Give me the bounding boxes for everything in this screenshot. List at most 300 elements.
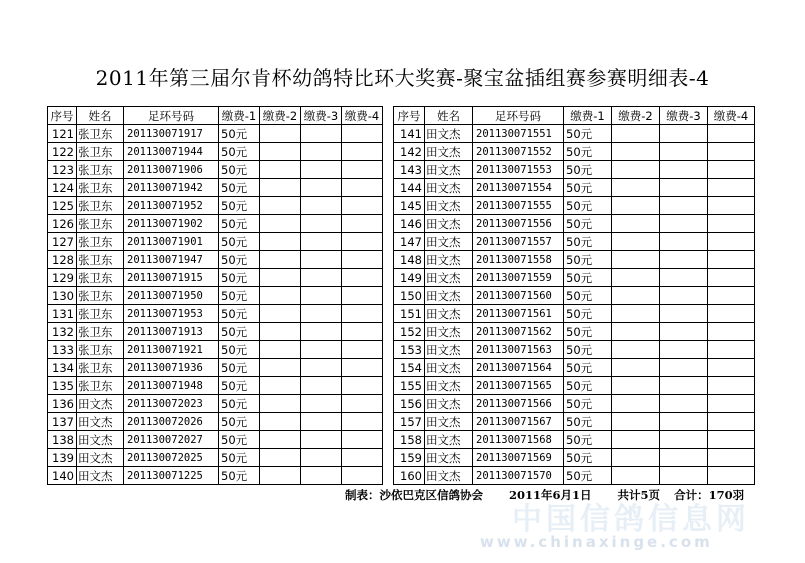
cell-fee-1: 50元 [564, 125, 612, 143]
cell-no: 149 [394, 269, 425, 287]
header-ring: 足环号码 [473, 107, 564, 125]
cell-no: 153 [394, 341, 425, 359]
cell-no: 125 [48, 197, 77, 215]
cell-fee-2 [260, 179, 301, 197]
cell-fee-1: 50元 [564, 251, 612, 269]
cell-fee-4 [708, 125, 755, 143]
cell-ring: 201130071568 [473, 431, 564, 449]
cell-fee-3 [301, 431, 342, 449]
cell-no: 123 [48, 161, 77, 179]
cell-fee-2 [260, 161, 301, 179]
cell-ring: 201130071560 [473, 287, 564, 305]
cell-fee-4 [342, 395, 383, 413]
cell-fee-1: 50元 [564, 323, 612, 341]
cell-no: 143 [394, 161, 425, 179]
cell-fee-3 [660, 143, 708, 161]
cell-fee-3 [301, 449, 342, 467]
cell-fee-2 [260, 341, 301, 359]
cell-fee-2 [612, 269, 660, 287]
table-row [48, 431, 383, 449]
cell-fee-2 [260, 251, 301, 269]
cell-fee-1: 50元 [564, 341, 612, 359]
cell-no: 130 [48, 287, 77, 305]
cell-no: 124 [48, 179, 77, 197]
cell-fee-1: 50元 [219, 305, 260, 323]
table-row [394, 431, 755, 449]
table-header-row [48, 107, 383, 125]
cell-no: 154 [394, 359, 425, 377]
cell-fee-3 [301, 287, 342, 305]
cell-ring: 201130071562 [473, 323, 564, 341]
cell-no: 142 [394, 143, 425, 161]
cell-fee-2 [260, 269, 301, 287]
cell-no: 152 [394, 323, 425, 341]
cell-no: 146 [394, 215, 425, 233]
cell-no: 157 [394, 413, 425, 431]
cell-no: 156 [394, 395, 425, 413]
cell-no: 150 [394, 287, 425, 305]
cell-ring: 201130071906 [124, 161, 219, 179]
cell-fee-3 [660, 377, 708, 395]
table-row [394, 125, 755, 143]
cell-name: 田文杰 [425, 143, 473, 161]
cell-ring: 201130071563 [473, 341, 564, 359]
cell-fee-2 [612, 341, 660, 359]
cell-fee-3 [301, 161, 342, 179]
cell-fee-4 [708, 197, 755, 215]
cell-fee-3 [301, 215, 342, 233]
cell-name: 张卫东 [77, 359, 124, 377]
cell-ring: 201130071557 [473, 233, 564, 251]
cell-ring: 201130071556 [473, 215, 564, 233]
cell-ring: 201130071915 [124, 269, 219, 287]
cell-ring: 201130071559 [473, 269, 564, 287]
table-row [394, 467, 755, 485]
cell-fee-3 [660, 179, 708, 197]
cell-name: 田文杰 [425, 197, 473, 215]
cell-fee-3 [660, 467, 708, 485]
cell-fee-4 [708, 413, 755, 431]
cell-ring: 201130071936 [124, 359, 219, 377]
cell-ring: 201130071917 [124, 125, 219, 143]
cell-no: 158 [394, 431, 425, 449]
table-row [48, 305, 383, 323]
cell-no: 122 [48, 143, 77, 161]
cell-fee-4 [708, 305, 755, 323]
cell-fee-2 [612, 287, 660, 305]
cell-name: 张卫东 [77, 323, 124, 341]
cell-name: 张卫东 [77, 269, 124, 287]
cell-fee-2 [612, 161, 660, 179]
table-row [394, 197, 755, 215]
cell-fee-1: 50元 [564, 161, 612, 179]
cell-name: 田文杰 [425, 251, 473, 269]
cell-fee-3 [660, 341, 708, 359]
cell-fee-3 [660, 287, 708, 305]
cell-fee-1: 50元 [219, 287, 260, 305]
entry-table-left [47, 106, 383, 485]
cell-fee-4 [708, 269, 755, 287]
cell-ring: 201130072027 [124, 431, 219, 449]
cell-fee-1: 50元 [219, 233, 260, 251]
cell-fee-2 [612, 413, 660, 431]
table-row [48, 449, 383, 467]
cell-name: 田文杰 [425, 413, 473, 431]
cell-no: 126 [48, 215, 77, 233]
table-row [394, 143, 755, 161]
table-row [48, 377, 383, 395]
cell-name: 张卫东 [77, 179, 124, 197]
cell-fee-4 [708, 323, 755, 341]
cell-name: 张卫东 [77, 341, 124, 359]
table-row [48, 395, 383, 413]
table-row [48, 179, 383, 197]
cell-fee-2 [260, 197, 301, 215]
cell-fee-1: 50元 [564, 359, 612, 377]
cell-name: 田文杰 [425, 323, 473, 341]
cell-fee-3 [660, 449, 708, 467]
table-row [48, 287, 383, 305]
cell-name: 田文杰 [77, 431, 124, 449]
header-fee-2: 缴费-2 [260, 107, 301, 125]
cell-name: 田文杰 [425, 359, 473, 377]
cell-no: 127 [48, 233, 77, 251]
cell-fee-4 [342, 197, 383, 215]
cell-fee-4 [708, 359, 755, 377]
table-row [394, 233, 755, 251]
cell-fee-2 [260, 323, 301, 341]
cell-name: 田文杰 [425, 215, 473, 233]
table-row [48, 233, 383, 251]
cell-no: 155 [394, 377, 425, 395]
header-fee-4: 缴费-4 [708, 107, 755, 125]
cell-fee-4 [342, 143, 383, 161]
header-name: 姓名 [77, 107, 124, 125]
cell-fee-1: 50元 [564, 233, 612, 251]
cell-fee-2 [260, 233, 301, 251]
cell-fee-1: 50元 [219, 161, 260, 179]
cell-fee-2 [612, 251, 660, 269]
cell-fee-2 [260, 125, 301, 143]
cell-name: 张卫东 [77, 377, 124, 395]
cell-fee-2 [612, 377, 660, 395]
cell-fee-1: 50元 [564, 215, 612, 233]
cell-fee-2 [612, 305, 660, 323]
cell-no: 136 [48, 395, 77, 413]
cell-fee-2 [612, 359, 660, 377]
cell-no: 148 [394, 251, 425, 269]
header-fee-3: 缴费-3 [301, 107, 342, 125]
cell-ring: 201130071944 [124, 143, 219, 161]
cell-fee-3 [301, 413, 342, 431]
table-row [48, 143, 383, 161]
cell-fee-1: 50元 [564, 449, 612, 467]
cell-no: 131 [48, 305, 77, 323]
cell-fee-2 [260, 359, 301, 377]
cell-no: 159 [394, 449, 425, 467]
watermark-text: 中国信鸽信息网 [512, 502, 750, 537]
cell-fee-4 [342, 125, 383, 143]
cell-fee-1: 50元 [564, 197, 612, 215]
cell-fee-2 [260, 413, 301, 431]
cell-fee-4 [708, 143, 755, 161]
cell-fee-4 [342, 161, 383, 179]
table-row [394, 359, 755, 377]
cell-ring: 201130071564 [473, 359, 564, 377]
cell-fee-1: 50元 [219, 413, 260, 431]
cell-fee-3 [301, 269, 342, 287]
cell-fee-4 [342, 233, 383, 251]
cell-name: 田文杰 [425, 431, 473, 449]
cell-fee-2 [260, 215, 301, 233]
page-title: 2011年第三届尔肯杯幼鸽特比环大奖赛-聚宝盆插组赛参赛明细表-4 [95, 66, 710, 90]
cell-fee-4 [342, 305, 383, 323]
cell-fee-2 [612, 215, 660, 233]
cell-fee-1: 50元 [564, 395, 612, 413]
cell-fee-3 [660, 251, 708, 269]
table-row [394, 413, 755, 431]
cell-fee-2 [260, 143, 301, 161]
cell-fee-4 [342, 179, 383, 197]
cell-fee-1: 50元 [219, 215, 260, 233]
table-row [394, 161, 755, 179]
cell-name: 田文杰 [425, 161, 473, 179]
cell-name: 田文杰 [77, 467, 124, 485]
table-row [394, 377, 755, 395]
cell-fee-2 [260, 305, 301, 323]
cell-no: 151 [394, 305, 425, 323]
cell-name: 张卫东 [77, 143, 124, 161]
cell-fee-2 [612, 197, 660, 215]
cell-no: 147 [394, 233, 425, 251]
cell-no: 128 [48, 251, 77, 269]
cell-fee-1: 50元 [219, 179, 260, 197]
cell-fee-1: 50元 [219, 359, 260, 377]
cell-ring: 201130071552 [473, 143, 564, 161]
cell-fee-3 [660, 305, 708, 323]
cell-name: 张卫东 [77, 125, 124, 143]
cell-fee-4 [342, 323, 383, 341]
table-row [48, 161, 383, 179]
cell-fee-2 [612, 125, 660, 143]
cell-fee-1: 50元 [219, 449, 260, 467]
cell-name: 田文杰 [425, 467, 473, 485]
cell-fee-4 [708, 287, 755, 305]
cell-fee-1: 50元 [564, 431, 612, 449]
footer-total: 合计：170羽 [674, 488, 745, 502]
table-header-row [394, 107, 755, 125]
cell-fee-3 [301, 467, 342, 485]
footer-maker: 制表：沙依巴克区信鸽协会 [345, 488, 483, 502]
cell-fee-1: 50元 [219, 143, 260, 161]
cell-fee-2 [612, 323, 660, 341]
cell-name: 田文杰 [425, 305, 473, 323]
cell-fee-3 [301, 233, 342, 251]
cell-fee-3 [301, 323, 342, 341]
cell-fee-3 [301, 377, 342, 395]
cell-fee-4 [342, 215, 383, 233]
cell-ring: 201130071565 [473, 377, 564, 395]
cell-fee-4 [342, 413, 383, 431]
cell-fee-4 [342, 377, 383, 395]
cell-fee-4 [708, 395, 755, 413]
cell-fee-3 [660, 125, 708, 143]
cell-ring: 201130071947 [124, 251, 219, 269]
cell-fee-3 [660, 269, 708, 287]
cell-name: 田文杰 [77, 395, 124, 413]
cell-fee-1: 50元 [219, 341, 260, 359]
cell-ring: 201130071921 [124, 341, 219, 359]
table-row [394, 395, 755, 413]
cell-name: 田文杰 [425, 125, 473, 143]
cell-fee-3 [301, 395, 342, 413]
cell-no: 141 [394, 125, 425, 143]
cell-no: 137 [48, 413, 77, 431]
cell-fee-3 [660, 413, 708, 431]
cell-name: 张卫东 [77, 233, 124, 251]
cell-fee-1: 50元 [564, 287, 612, 305]
cell-fee-4 [708, 467, 755, 485]
cell-fee-4 [342, 287, 383, 305]
cell-fee-1: 50元 [219, 197, 260, 215]
cell-ring: 201130071567 [473, 413, 564, 431]
cell-ring: 201130072023 [124, 395, 219, 413]
table-row [48, 251, 383, 269]
cell-fee-1: 50元 [219, 251, 260, 269]
cell-fee-1: 50元 [219, 395, 260, 413]
cell-fee-4 [708, 431, 755, 449]
entry-table-right [393, 106, 755, 485]
table-row [394, 341, 755, 359]
cell-fee-3 [660, 233, 708, 251]
cell-name: 田文杰 [425, 341, 473, 359]
cell-name: 张卫东 [77, 287, 124, 305]
cell-fee-3 [660, 395, 708, 413]
cell-fee-1: 50元 [564, 269, 612, 287]
cell-ring: 201130071561 [473, 305, 564, 323]
cell-fee-4 [708, 233, 755, 251]
table-row [394, 323, 755, 341]
cell-no: 133 [48, 341, 77, 359]
cell-fee-1: 50元 [564, 179, 612, 197]
cell-fee-3 [660, 359, 708, 377]
cell-name: 田文杰 [77, 413, 124, 431]
cell-no: 144 [394, 179, 425, 197]
cell-ring: 201130071902 [124, 215, 219, 233]
cell-fee-4 [708, 251, 755, 269]
cell-no: 138 [48, 431, 77, 449]
table-row [48, 125, 383, 143]
table-row [394, 287, 755, 305]
cell-fee-2 [612, 467, 660, 485]
cell-name: 田文杰 [425, 179, 473, 197]
table-row [48, 215, 383, 233]
cell-fee-4 [708, 377, 755, 395]
header-fee-1: 缴费-1 [219, 107, 260, 125]
cell-ring: 201130071942 [124, 179, 219, 197]
table-row [394, 269, 755, 287]
cell-ring: 201130071948 [124, 377, 219, 395]
cell-fee-1: 50元 [564, 467, 612, 485]
header-fee-2: 缴费-2 [612, 107, 660, 125]
cell-fee-2 [260, 431, 301, 449]
cell-fee-4 [342, 467, 383, 485]
cell-no: 134 [48, 359, 77, 377]
header-no: 序号 [394, 107, 425, 125]
cell-fee-3 [660, 161, 708, 179]
cell-no: 121 [48, 125, 77, 143]
cell-name: 田文杰 [425, 377, 473, 395]
cell-fee-1: 50元 [564, 305, 612, 323]
cell-fee-3 [301, 251, 342, 269]
cell-fee-1: 50元 [219, 323, 260, 341]
cell-fee-3 [660, 431, 708, 449]
cell-fee-1: 50元 [564, 413, 612, 431]
cell-name: 张卫东 [77, 161, 124, 179]
cell-fee-2 [612, 233, 660, 251]
table-row [48, 413, 383, 431]
cell-fee-3 [301, 125, 342, 143]
header-fee-1: 缴费-1 [564, 107, 612, 125]
cell-fee-3 [301, 143, 342, 161]
table-row [394, 305, 755, 323]
cell-fee-2 [260, 467, 301, 485]
cell-fee-4 [708, 215, 755, 233]
cell-fee-1: 50元 [564, 377, 612, 395]
cell-fee-4 [342, 269, 383, 287]
cell-ring: 201130071551 [473, 125, 564, 143]
cell-name: 田文杰 [425, 449, 473, 467]
header-ring: 足环号码 [124, 107, 219, 125]
cell-ring: 201130071901 [124, 233, 219, 251]
cell-fee-3 [660, 215, 708, 233]
cell-name: 田文杰 [425, 269, 473, 287]
cell-fee-3 [301, 341, 342, 359]
cell-fee-4 [342, 431, 383, 449]
table-row [48, 359, 383, 377]
cell-fee-4 [708, 449, 755, 467]
cell-fee-1: 50元 [564, 143, 612, 161]
cell-no: 129 [48, 269, 77, 287]
cell-fee-3 [301, 305, 342, 323]
cell-no: 160 [394, 467, 425, 485]
cell-ring: 201130071225 [124, 467, 219, 485]
cell-fee-2 [260, 287, 301, 305]
table-row [394, 251, 755, 269]
cell-no: 145 [394, 197, 425, 215]
cell-name: 张卫东 [77, 215, 124, 233]
cell-fee-2 [612, 431, 660, 449]
cell-ring: 201130071913 [124, 323, 219, 341]
header-no: 序号 [48, 107, 77, 125]
cell-ring: 201130071555 [473, 197, 564, 215]
cell-fee-2 [612, 449, 660, 467]
cell-ring: 201130071950 [124, 287, 219, 305]
cell-ring: 201130071566 [473, 395, 564, 413]
cell-ring: 201130072026 [124, 413, 219, 431]
cell-no: 140 [48, 467, 77, 485]
cell-fee-2 [260, 377, 301, 395]
header-fee-4: 缴费-4 [342, 107, 383, 125]
cell-fee-2 [612, 179, 660, 197]
cell-fee-1: 50元 [219, 431, 260, 449]
cell-fee-4 [342, 359, 383, 377]
cell-ring: 201130071558 [473, 251, 564, 269]
table-row [394, 179, 755, 197]
cell-ring: 201130071570 [473, 467, 564, 485]
cell-fee-4 [708, 341, 755, 359]
table-row [48, 341, 383, 359]
